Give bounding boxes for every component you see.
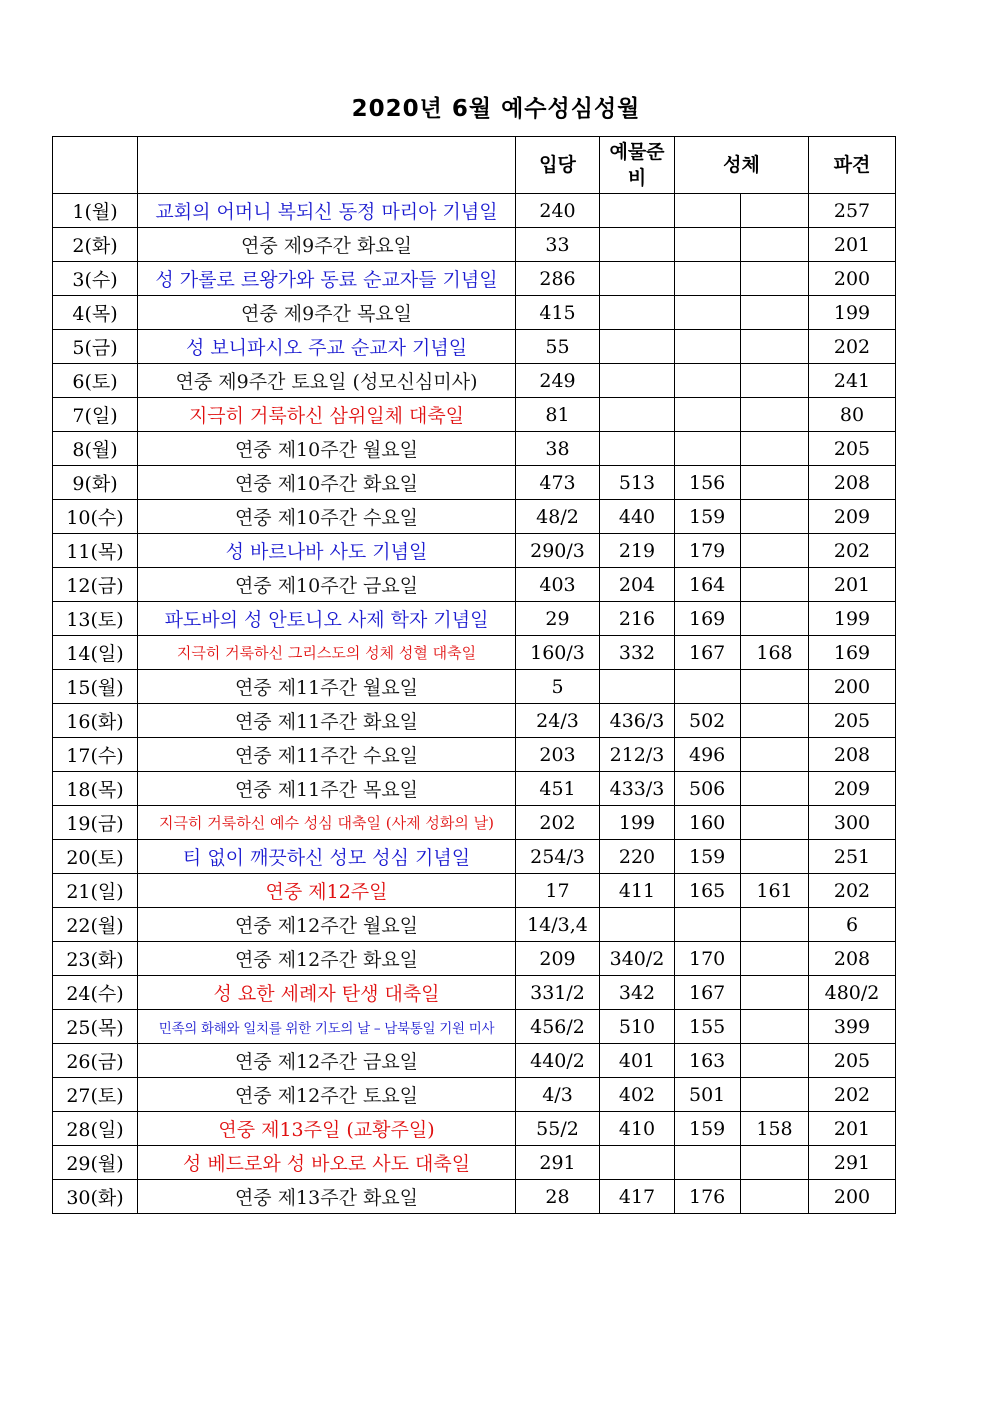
- entrance-cell: 240: [516, 194, 600, 228]
- communion2-cell: 161: [741, 874, 809, 908]
- celebration-cell: 성 베드로와 성 바오로 사도 대축일: [138, 1146, 516, 1180]
- table-row: [53, 1010, 896, 1044]
- communion-cell: 179: [675, 534, 741, 568]
- day-cell: 5(금): [53, 330, 138, 364]
- celebration-cell: 지극히 거룩하신 삼위일체 대축일: [138, 398, 516, 432]
- communion2-cell: [741, 738, 809, 772]
- communion2-cell: 168: [741, 636, 809, 670]
- table-row: [53, 840, 896, 874]
- dismissal-cell: 209: [809, 772, 896, 806]
- communion2-cell: [741, 908, 809, 942]
- table-row: [53, 772, 896, 806]
- schedule-table: [52, 136, 896, 1214]
- communion-cell: 502: [675, 704, 741, 738]
- offering-cell: 410: [600, 1112, 675, 1146]
- dismissal-cell: 399: [809, 1010, 896, 1044]
- offering-cell: [600, 364, 675, 398]
- entrance-cell: 209: [516, 942, 600, 976]
- dismissal-cell: 300: [809, 806, 896, 840]
- day-cell: 13(토): [53, 602, 138, 636]
- header-row: [53, 137, 896, 194]
- table-row: [53, 296, 896, 330]
- table-row: [53, 466, 896, 500]
- header-entrance: 입당: [516, 137, 600, 194]
- day-cell: 1(월): [53, 194, 138, 228]
- celebration-cell: 연중 제13주간 화요일: [138, 1180, 516, 1214]
- celebration-cell: 연중 제12주간 화요일: [138, 942, 516, 976]
- header-day: [53, 137, 138, 194]
- entrance-cell: 81: [516, 398, 600, 432]
- table-row: [53, 908, 896, 942]
- communion2-cell: [741, 1078, 809, 1112]
- dismissal-cell: 202: [809, 1078, 896, 1112]
- entrance-cell: 290/3: [516, 534, 600, 568]
- entrance-cell: 38: [516, 432, 600, 466]
- entrance-cell: 331/2: [516, 976, 600, 1010]
- dismissal-cell: 480/2: [809, 976, 896, 1010]
- communion-cell: 155: [675, 1010, 741, 1044]
- celebration-cell: 성 가롤로 르왕가와 동료 순교자들 기념일: [138, 262, 516, 296]
- table-row: [53, 1112, 896, 1146]
- page-title: 2020년 6월 예수성심성월: [351, 96, 641, 122]
- entrance-cell: 5: [516, 670, 600, 704]
- celebration-cell: 연중 제9주간 목요일: [138, 296, 516, 330]
- entrance-cell: 203: [516, 738, 600, 772]
- communion2-cell: 158: [741, 1112, 809, 1146]
- dismissal-cell: 205: [809, 1044, 896, 1078]
- dismissal-cell: 201: [809, 568, 896, 602]
- communion2-cell: [741, 942, 809, 976]
- day-cell: 2(화): [53, 228, 138, 262]
- dismissal-cell: 257: [809, 194, 896, 228]
- dismissal-cell: 169: [809, 636, 896, 670]
- entrance-cell: 249: [516, 364, 600, 398]
- communion-cell: [675, 194, 741, 228]
- day-cell: 9(화): [53, 466, 138, 500]
- table-row: [53, 534, 896, 568]
- day-cell: 18(목): [53, 772, 138, 806]
- day-cell: 14(일): [53, 636, 138, 670]
- dismissal-cell: 209: [809, 500, 896, 534]
- day-cell: 27(토): [53, 1078, 138, 1112]
- offering-cell: [600, 262, 675, 296]
- dismissal-cell: 200: [809, 670, 896, 704]
- day-cell: 8(월): [53, 432, 138, 466]
- day-cell: 7(일): [53, 398, 138, 432]
- offering-cell: 216: [600, 602, 675, 636]
- dismissal-cell: 200: [809, 1180, 896, 1214]
- dismissal-cell: 6: [809, 908, 896, 942]
- day-cell: 19(금): [53, 806, 138, 840]
- table-row: [53, 228, 896, 262]
- offering-cell: 433/3: [600, 772, 675, 806]
- communion-cell: [675, 908, 741, 942]
- dismissal-cell: 251: [809, 840, 896, 874]
- offering-cell: [600, 670, 675, 704]
- dismissal-cell: 202: [809, 534, 896, 568]
- table-row: [53, 398, 896, 432]
- day-cell: 16(화): [53, 704, 138, 738]
- header-dismissal: 파견: [809, 137, 896, 194]
- celebration-cell: 연중 제11주간 수요일: [138, 738, 516, 772]
- dismissal-cell: 80: [809, 398, 896, 432]
- entrance-cell: 473: [516, 466, 600, 500]
- entrance-cell: 286: [516, 262, 600, 296]
- communion-cell: 156: [675, 466, 741, 500]
- offering-cell: [600, 296, 675, 330]
- communion-cell: 165: [675, 874, 741, 908]
- dismissal-cell: 199: [809, 602, 896, 636]
- table-row: [53, 1044, 896, 1078]
- communion-cell: 170: [675, 942, 741, 976]
- day-cell: 20(토): [53, 840, 138, 874]
- communion2-cell: [741, 806, 809, 840]
- offering-cell: 342: [600, 976, 675, 1010]
- offering-cell: [600, 432, 675, 466]
- day-cell: 28(일): [53, 1112, 138, 1146]
- entrance-cell: 160/3: [516, 636, 600, 670]
- communion-cell: 506: [675, 772, 741, 806]
- entrance-cell: 291: [516, 1146, 600, 1180]
- dismissal-cell: 202: [809, 874, 896, 908]
- celebration-cell: 연중 제10주간 월요일: [138, 432, 516, 466]
- table-row: [53, 1180, 896, 1214]
- celebration-cell: 성 요한 세례자 탄생 대축일: [138, 976, 516, 1010]
- communion-cell: [675, 364, 741, 398]
- dismissal-cell: 205: [809, 432, 896, 466]
- dismissal-cell: 241: [809, 364, 896, 398]
- day-cell: 4(목): [53, 296, 138, 330]
- day-cell: 22(월): [53, 908, 138, 942]
- communion-cell: 159: [675, 500, 741, 534]
- table-row: [53, 1146, 896, 1180]
- header-offering-label: 예물준비: [609, 141, 665, 189]
- dismissal-cell: 208: [809, 738, 896, 772]
- entrance-cell: 29: [516, 602, 600, 636]
- celebration-cell: 파도바의 성 안토니오 사제 학자 기념일: [138, 602, 516, 636]
- celebration-cell: 티 없이 깨끗하신 성모 성심 기념일: [138, 840, 516, 874]
- day-cell: 6(토): [53, 364, 138, 398]
- dismissal-cell: 291: [809, 1146, 896, 1180]
- entrance-cell: 254/3: [516, 840, 600, 874]
- communion-cell: [675, 432, 741, 466]
- dismissal-cell: 205: [809, 704, 896, 738]
- offering-cell: [600, 228, 675, 262]
- header-offering: [600, 137, 675, 194]
- communion2-cell: [741, 704, 809, 738]
- offering-cell: 219: [600, 534, 675, 568]
- offering-cell: 204: [600, 568, 675, 602]
- communion2-cell: [741, 194, 809, 228]
- communion-cell: 167: [675, 636, 741, 670]
- celebration-cell: 연중 제12주간 금요일: [138, 1044, 516, 1078]
- communion2-cell: [741, 602, 809, 636]
- dismissal-cell: 201: [809, 1112, 896, 1146]
- day-cell: 25(목): [53, 1010, 138, 1044]
- offering-cell: 436/3: [600, 704, 675, 738]
- communion2-cell: [741, 364, 809, 398]
- communion-cell: 496: [675, 738, 741, 772]
- offering-cell: 212/3: [600, 738, 675, 772]
- offering-cell: 510: [600, 1010, 675, 1044]
- table-row: [53, 738, 896, 772]
- celebration-cell: 연중 제11주간 화요일: [138, 704, 516, 738]
- table-row: [53, 194, 896, 228]
- celebration-cell: 연중 제9주간 화요일: [138, 228, 516, 262]
- communion2-cell: [741, 840, 809, 874]
- offering-cell: 220: [600, 840, 675, 874]
- offering-cell: [600, 908, 675, 942]
- entrance-cell: 55/2: [516, 1112, 600, 1146]
- header-celebration: [138, 137, 516, 194]
- table-row: [53, 636, 896, 670]
- communion2-cell: [741, 1010, 809, 1044]
- offering-cell: 417: [600, 1180, 675, 1214]
- entrance-cell: 17: [516, 874, 600, 908]
- communion2-cell: [741, 262, 809, 296]
- dismissal-cell: 199: [809, 296, 896, 330]
- entrance-cell: 28: [516, 1180, 600, 1214]
- communion-cell: 167: [675, 976, 741, 1010]
- day-cell: 24(수): [53, 976, 138, 1010]
- day-cell: 29(월): [53, 1146, 138, 1180]
- communion-cell: 169: [675, 602, 741, 636]
- entrance-cell: 48/2: [516, 500, 600, 534]
- entrance-cell: 415: [516, 296, 600, 330]
- offering-cell: 402: [600, 1078, 675, 1112]
- table-row: [53, 262, 896, 296]
- table-row: [53, 330, 896, 364]
- celebration-cell: 교회의 어머니 복되신 동정 마리아 기념일: [138, 194, 516, 228]
- celebration-cell: 연중 제10주간 금요일: [138, 568, 516, 602]
- entrance-cell: 24/3: [516, 704, 600, 738]
- dismissal-cell: 200: [809, 262, 896, 296]
- communion-cell: 163: [675, 1044, 741, 1078]
- table-row: [53, 364, 896, 398]
- communion2-cell: [741, 670, 809, 704]
- communion-cell: 159: [675, 840, 741, 874]
- dismissal-cell: 208: [809, 942, 896, 976]
- day-cell: 23(화): [53, 942, 138, 976]
- offering-cell: [600, 194, 675, 228]
- table-row: [53, 806, 896, 840]
- offering-cell: 199: [600, 806, 675, 840]
- celebration-cell: 지극히 거룩하신 그리스도의 성체 성혈 대축일: [138, 636, 516, 670]
- offering-cell: 513: [600, 466, 675, 500]
- celebration-cell: 연중 제10주간 화요일: [138, 466, 516, 500]
- communion2-cell: [741, 976, 809, 1010]
- communion2-cell: [741, 432, 809, 466]
- table-row: [53, 568, 896, 602]
- offering-cell: 440: [600, 500, 675, 534]
- communion2-cell: [741, 568, 809, 602]
- day-cell: 30(화): [53, 1180, 138, 1214]
- celebration-cell: 성 바르나바 사도 기념일: [138, 534, 516, 568]
- entrance-cell: 403: [516, 568, 600, 602]
- entrance-cell: 33: [516, 228, 600, 262]
- header-communion: 성체: [675, 137, 809, 194]
- celebration-cell: 성 보니파시오 주교 순교자 기념일: [138, 330, 516, 364]
- entrance-cell: 14/3,4: [516, 908, 600, 942]
- communion2-cell: [741, 1146, 809, 1180]
- celebration-cell: 연중 제11주간 월요일: [138, 670, 516, 704]
- offering-cell: 411: [600, 874, 675, 908]
- entrance-cell: 451: [516, 772, 600, 806]
- table-row: [53, 500, 896, 534]
- communion-cell: [675, 330, 741, 364]
- day-cell: 3(수): [53, 262, 138, 296]
- offering-cell: 340/2: [600, 942, 675, 976]
- day-cell: 17(수): [53, 738, 138, 772]
- entrance-cell: 4/3: [516, 1078, 600, 1112]
- day-cell: 11(목): [53, 534, 138, 568]
- table-row: [53, 670, 896, 704]
- celebration-cell: 연중 제11주간 목요일: [138, 772, 516, 806]
- day-cell: 10(수): [53, 500, 138, 534]
- celebration-cell: 연중 제10주간 수요일: [138, 500, 516, 534]
- entrance-cell: 55: [516, 330, 600, 364]
- entrance-cell: 440/2: [516, 1044, 600, 1078]
- table-row: [53, 432, 896, 466]
- celebration-cell: 연중 제12주간 월요일: [138, 908, 516, 942]
- communion-cell: 160: [675, 806, 741, 840]
- offering-cell: [600, 1146, 675, 1180]
- table-row: [53, 704, 896, 738]
- communion-cell: [675, 296, 741, 330]
- table-row: [53, 976, 896, 1010]
- communion-cell: [675, 670, 741, 704]
- communion-cell: [675, 1146, 741, 1180]
- communion2-cell: [741, 772, 809, 806]
- communion-cell: 164: [675, 568, 741, 602]
- communion2-cell: [741, 500, 809, 534]
- day-cell: 12(금): [53, 568, 138, 602]
- celebration-cell: 연중 제9주간 토요일 (성모신심미사): [138, 364, 516, 398]
- dismissal-cell: 202: [809, 330, 896, 364]
- celebration-cell: 지극히 거룩하신 예수 성심 대축일 (사제 성화의 날): [138, 806, 516, 840]
- celebration-cell: 민족의 화해와 일치를 위한 기도의 날 – 남북통일 기원 미사: [138, 1010, 516, 1044]
- communion2-cell: [741, 1044, 809, 1078]
- day-cell: 26(금): [53, 1044, 138, 1078]
- table-row: [53, 874, 896, 908]
- dismissal-cell: 208: [809, 466, 896, 500]
- communion2-cell: [741, 228, 809, 262]
- table-row: [53, 602, 896, 636]
- table-row: [53, 942, 896, 976]
- entrance-cell: 202: [516, 806, 600, 840]
- celebration-cell: 연중 제12주간 토요일: [138, 1078, 516, 1112]
- communion-cell: 176: [675, 1180, 741, 1214]
- offering-cell: 401: [600, 1044, 675, 1078]
- celebration-cell: 연중 제13주일 (교황주일): [138, 1112, 516, 1146]
- communion-cell: [675, 228, 741, 262]
- day-cell: 21(일): [53, 874, 138, 908]
- communion-cell: [675, 398, 741, 432]
- offering-cell: [600, 398, 675, 432]
- communion-cell: 159: [675, 1112, 741, 1146]
- entrance-cell: 456/2: [516, 1010, 600, 1044]
- dismissal-cell: 201: [809, 228, 896, 262]
- communion-cell: 501: [675, 1078, 741, 1112]
- communion2-cell: [741, 296, 809, 330]
- offering-cell: [600, 330, 675, 364]
- communion2-cell: [741, 398, 809, 432]
- offering-cell: 332: [600, 636, 675, 670]
- day-cell: 15(월): [53, 670, 138, 704]
- communion2-cell: [741, 330, 809, 364]
- communion2-cell: [741, 534, 809, 568]
- communion-cell: [675, 262, 741, 296]
- celebration-cell: 연중 제12주일: [138, 874, 516, 908]
- communion2-cell: [741, 1180, 809, 1214]
- communion2-cell: [741, 466, 809, 500]
- table-row: [53, 1078, 896, 1112]
